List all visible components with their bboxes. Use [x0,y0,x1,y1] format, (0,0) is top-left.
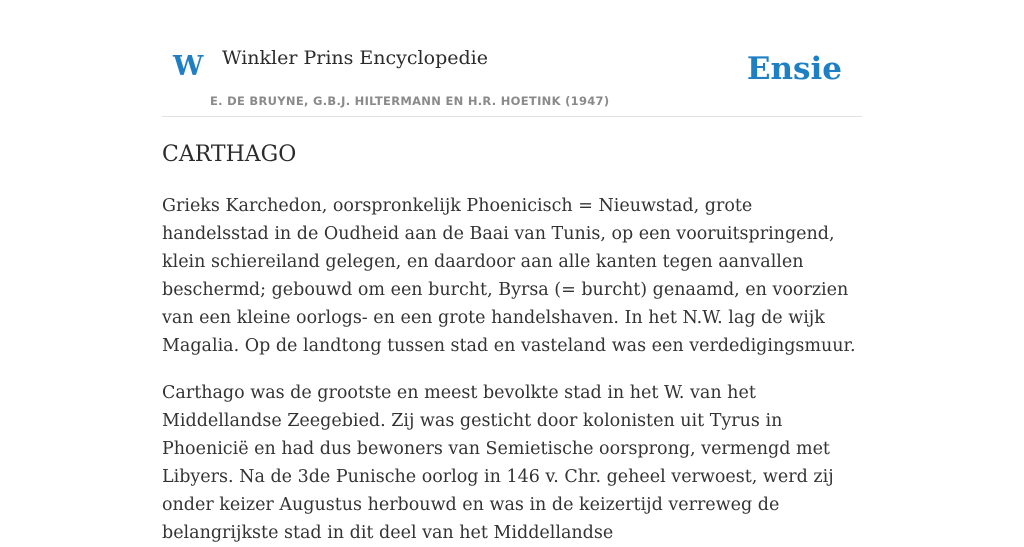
article-paragraph: Carthago was de grootste en meest bevolkte stad in het W. van het Middellandse Zeegebied. Zij was gesticht door kolonisten uit Tyrus in Phoenicië en had dus bewoners van Semietische oorsprong, vermengd met Libyers. Na de 3de Punische oorlog in 146 v. Chr. geheel verwoest, werd zij onder keizer Augustus herbouwd en was in de keizertijd verreweg de belangrijkste stad in dit deel van het Middellandse [162,383,834,543]
ensie-logo[interactable]: Ensie [746,51,842,87]
encyclopedia-authors: E. DE BRUYNE, G.B.J. HILTERMANN EN H.R. HOETINK (1947) [210,94,610,108]
encyclopedia-title[interactable]: Winkler Prins Encyclopedie [222,47,488,69]
header [162,0,862,117]
page [162,0,862,543]
article-title: CARTHAGO [162,142,297,167]
winkler-prins-logo[interactable]: W [173,51,204,82]
article-paragraph: Grieks Karchedon, oorspronkelijk Phoenicisch = Nieuwstad, grote handelsstad in de Oudheid aan de Baai van Tunis, op een vooruitspringend, klein schiereiland gelegen, en daardoor aan alle kanten tegen aanvallen beschermd; gebouwd om een burcht, Byrsa (= burcht) genaamd, en voorzien van een kleine oorlogs- en een grote handelshaven. In het N.W. lag de wijk Magalia. Op de landtong tussen stad en vasteland was een verdedigingsmuur. [162,196,856,356]
